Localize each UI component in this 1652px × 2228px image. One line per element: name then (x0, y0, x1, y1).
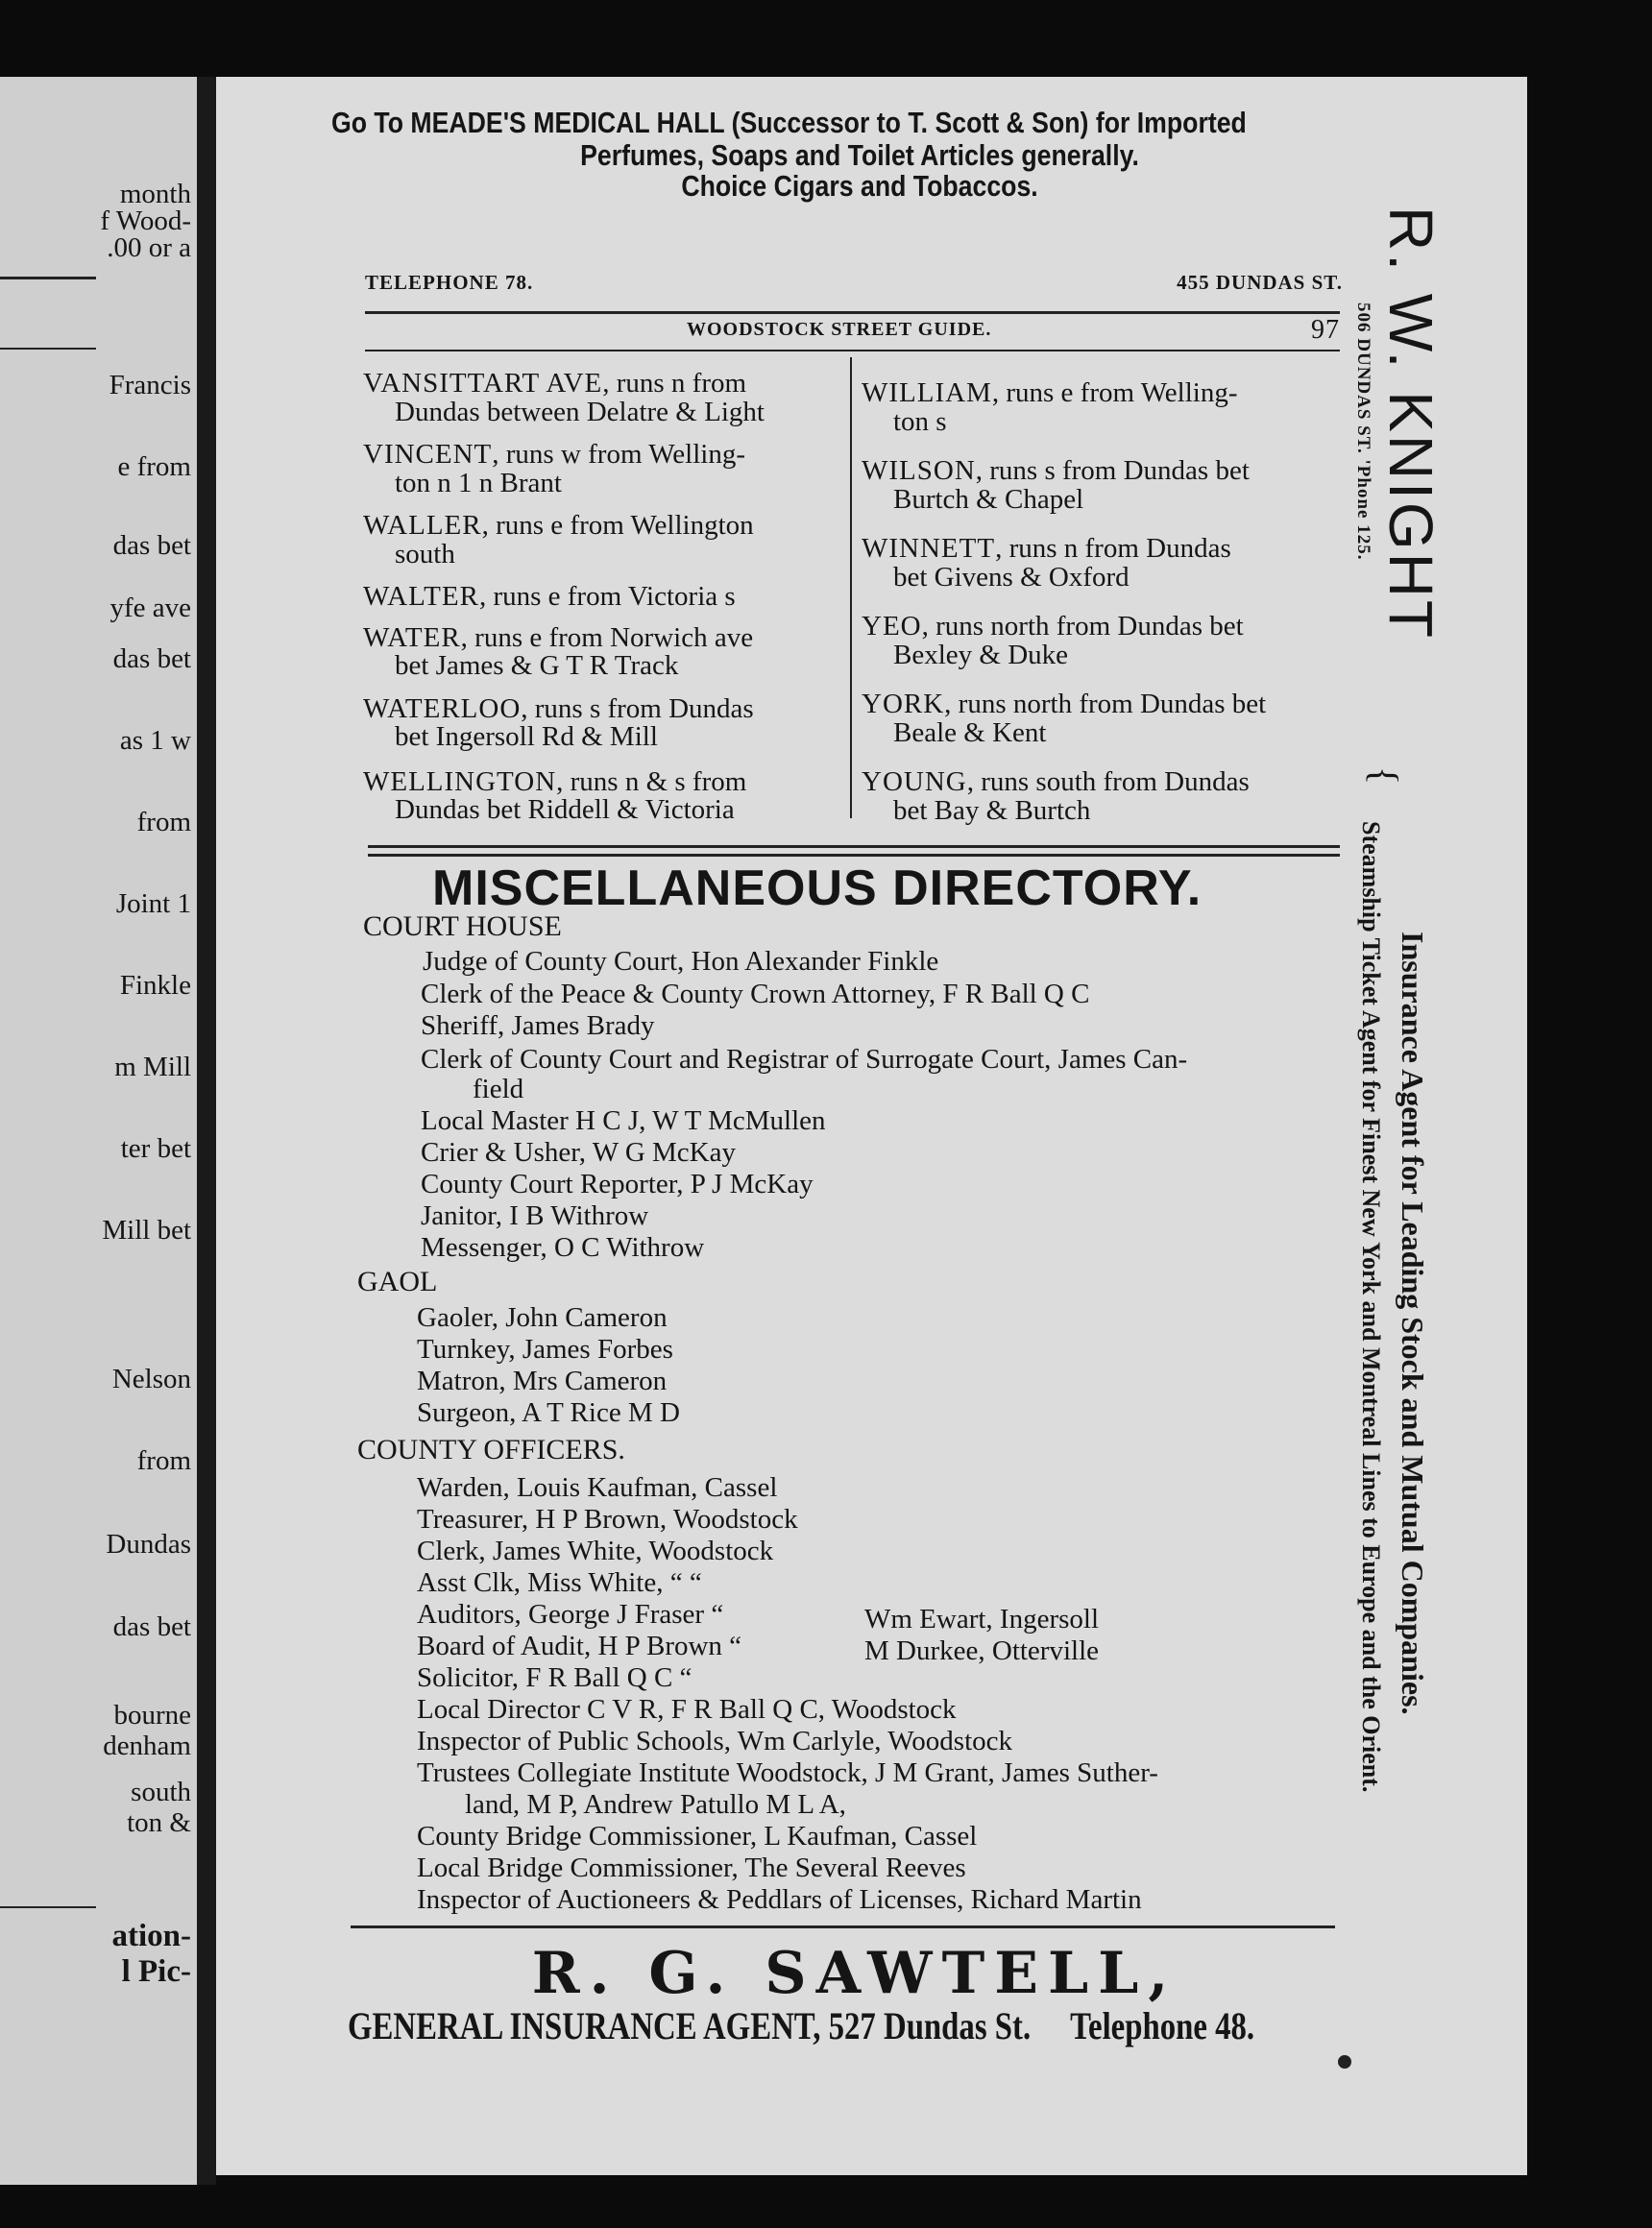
directory-item: County Bridge Commissioner, L Kaufman, Cassel (417, 1821, 978, 1852)
street-desc-cont: Dundas bet Riddell & Victoria (395, 794, 735, 825)
street-entry (363, 512, 843, 569)
street-name: WALLER (363, 510, 482, 541)
directory-item: land, M P, Andrew Patullo M L A, (465, 1789, 846, 1820)
street-desc: , runs e from Norwich ave (460, 621, 754, 653)
street-desc-cont: Dundas between Delatre & Light (395, 396, 765, 427)
running-header-title: WOODSTOCK STREET GUIDE. (687, 319, 992, 340)
directory-item: Board of Audit, H P Brown “ (417, 1631, 742, 1661)
left-fragment: from (136, 1445, 191, 1476)
street-desc-cont: bet James & G T R Track (395, 650, 679, 681)
meade-medical-hall-ad (125, 106, 1364, 202)
left-page-fragment (0, 77, 197, 2185)
street-desc: , runs e from Welling- (991, 377, 1238, 408)
sawtell-ad-line (348, 2003, 1255, 2048)
street-entry (363, 583, 843, 612)
left-fragment: Mill bet (102, 1215, 191, 1246)
street-desc: , runs n from Dundas (995, 533, 1231, 564)
directory-item: Warden, Louis Kaufman, Cassel (417, 1472, 778, 1503)
street-desc-cont: Beale & Kent (893, 716, 1047, 748)
left-fragment: das bet (112, 643, 191, 674)
directory-item: Inspector of Public Schools, Wm Carlyle, Woodstock (417, 1726, 1013, 1756)
left-fragment: Nelson (111, 1364, 191, 1394)
street-desc-cont: south (395, 538, 455, 569)
left-fragment: bourne (113, 1700, 191, 1731)
directory-item: Trustees Collegiate Institute Woodstock, J M Grant, James Suther- (417, 1757, 1158, 1788)
street-desc: , runs n & s from (556, 765, 747, 797)
street-name: YOUNG (862, 766, 967, 797)
directory-item: Asst Clk, Miss White, “ “ (417, 1567, 702, 1598)
street-entry (862, 457, 1347, 514)
directory-item-right: M Durkee, Otterville (864, 1635, 1100, 1666)
directory-item: County Court Reporter, P J McKay (421, 1169, 814, 1199)
street-name: VANSITTART AVE (363, 368, 603, 399)
ad-line-1: Go To MEADE'S MEDICAL HALL (Successor to T. Scott & Son) for Imported (331, 106, 1247, 139)
left-fragment: Dundas (106, 1529, 191, 1560)
street-entry (862, 690, 1347, 747)
directory-item: Solicitor, F R Ball Q C “ (417, 1662, 692, 1693)
left-fragment: das bet (112, 530, 191, 561)
street-desc-cont: Bexley & Duke (893, 639, 1069, 670)
directory-item: Local Director C V R, F R Ball Q C, Woodstock (417, 1694, 957, 1725)
left-fragment: denham (103, 1731, 191, 1761)
left-fragment: f Wood- (100, 206, 191, 236)
column-divider (850, 357, 852, 818)
left-fragment: ton & (127, 1807, 191, 1838)
street-desc-cont: ton s (893, 405, 947, 437)
directory-item: Judge of County Court, Hon Alexander Finkle (423, 946, 939, 977)
ad-telephone: TELEPHONE 78. (365, 271, 534, 294)
street-desc-cont: bet Bay & Burtch (893, 794, 1091, 826)
page-number: 97 (1311, 315, 1340, 345)
left-fragment: m Mill (114, 1052, 191, 1082)
street-entry (862, 379, 1347, 436)
street-column-right (862, 379, 1347, 843)
left-fragment: Finkle (119, 970, 191, 1001)
knight-ad-line-steamship: Steamship Ticket Agent for Finest New York and Montreal Lines to Europe and the Orient. (1357, 821, 1385, 1793)
left-fragment: Joint 1 (115, 888, 191, 919)
header-rule (365, 311, 1340, 314)
brace-icon: { (1363, 766, 1406, 786)
street-desc-cont: Burtch & Chapel (893, 483, 1084, 515)
directory-item: Clerk of the Peace & County Crown Attorney, F R Ball Q C (421, 979, 1090, 1009)
street-desc: , runs w from Welling- (492, 439, 745, 470)
street-desc: , runs e from Wellington (481, 510, 754, 541)
left-rule (0, 277, 96, 279)
street-entry (862, 535, 1347, 592)
street-column-left (363, 370, 843, 843)
directory-item: Clerk, James White, Woodstock (417, 1536, 774, 1566)
knight-ad-address: 506 DUNDAS ST. 'Phone 125. (1353, 303, 1373, 561)
street-desc: , runs north from Dundas bet (944, 689, 1267, 719)
page-gutter (197, 77, 216, 2185)
directory-item: Surgeon, A T Rice M D (417, 1397, 680, 1428)
sawtell-ad-telephone: Telephone 48. (1070, 2004, 1255, 2047)
left-fragment: das bet (112, 1611, 191, 1642)
street-name: WILSON (862, 455, 976, 486)
left-fragment: as 1 w (119, 725, 191, 756)
street-entry (363, 621, 843, 681)
street-desc: , runs s from Dundas bet (975, 455, 1250, 486)
left-fragment: Francis (109, 370, 191, 400)
street-desc-cont: ton n 1 n Brant (395, 467, 562, 498)
street-entry (363, 692, 843, 752)
street-desc: , runs north from Dundas bet (921, 611, 1244, 642)
directory-item: Treasurer, H P Brown, Woodstock (417, 1504, 798, 1535)
directory-item: Local Bridge Commissioner, The Several Reeves (417, 1853, 966, 1883)
knight-ad-name: R. W. KNIGHT (1376, 206, 1446, 641)
street-name: WILLIAM (862, 377, 992, 408)
directory-item: Crier & Usher, W G McKay (421, 1137, 736, 1168)
footer-rule (351, 1925, 1335, 1928)
street-name: WATER (363, 621, 461, 653)
street-desc: , runs south from Dundas (966, 766, 1250, 797)
street-desc: , runs s from Dundas (521, 692, 754, 724)
header-rule-lower (365, 350, 1340, 351)
left-fragment: l Pic- (121, 1954, 191, 1989)
street-entry (862, 768, 1347, 825)
knight-ad-line-insurance: Insurance Agent for Leading Stock and Mutual Companies. (1396, 932, 1430, 1715)
left-fragment: ation- (111, 1919, 191, 1953)
street-name: WATERLOO (363, 692, 522, 724)
street-name: WINNETT (862, 533, 996, 564)
sawtell-ad-text: GENERAL INSURANCE AGENT, 527 Dundas St. (348, 2004, 1032, 2047)
street-entry (363, 765, 843, 825)
street-desc: , runs n from (602, 368, 747, 399)
directory-item: Sheriff, James Brady (421, 1010, 655, 1041)
directory-item: Gaoler, John Cameron (417, 1302, 668, 1333)
street-desc-cont: bet Givens & Oxford (893, 561, 1130, 593)
directory-item: field (473, 1074, 524, 1104)
street-name: YEO (862, 611, 922, 642)
directory-item: Turnkey, James Forbes (417, 1334, 673, 1365)
directory-item: Auditors, George J Fraser “ (417, 1599, 724, 1630)
ad-address: 455 DUNDAS ST. (1177, 271, 1343, 294)
directory-item: Local Master H C J, W T McMullen (421, 1105, 826, 1136)
left-fragment: month (119, 179, 191, 209)
street-name: YORK (862, 689, 945, 719)
left-fragment: yfe ave (109, 593, 191, 623)
county-officers-heading: COUNTY OFFICERS. (357, 1434, 625, 1465)
street-entry (363, 370, 843, 426)
street-name: VINCENT (363, 439, 493, 470)
misc-directory-title: MISCELLANEOUS DIRECTORY. (432, 860, 1203, 916)
directory-item: Janitor, I B Withrow (421, 1200, 649, 1231)
gaol-heading: GAOL (357, 1266, 438, 1297)
ad-line-2: Perfumes, Soaps and Toilet Articles generally. (580, 138, 1139, 172)
street-entry (363, 441, 843, 497)
left-rule (0, 348, 96, 350)
ink-dot-icon (1338, 2055, 1351, 2069)
directory-item: Messenger, O C Withrow (421, 1232, 705, 1263)
street-name: WALTER (363, 581, 479, 612)
directory-item: Clerk of County Court and Registrar of Surrogate Court, James Can- (421, 1044, 1188, 1075)
section-double-rule (368, 845, 1340, 857)
directory-item: Matron, Mrs Cameron (417, 1366, 668, 1396)
left-fragment: south (131, 1777, 191, 1807)
left-rule (0, 1906, 96, 1908)
directory-item-right: Wm Ewart, Ingersoll (864, 1604, 1100, 1635)
left-fragment: ter bet (120, 1133, 191, 1164)
street-desc: , runs e from Victoria s (478, 581, 736, 612)
left-fragment: .00 or a (107, 232, 191, 263)
street-entry (862, 613, 1347, 669)
directory-item: Inspector of Auctioneers & Peddlars of Licenses, Richard Martin (417, 1884, 1142, 1915)
left-fragment: from (136, 807, 191, 837)
court-house-heading: COURT HOUSE (363, 910, 562, 942)
street-desc-cont: bet Ingersoll Rd & Mill (395, 721, 658, 752)
sawtell-ad-name: R. G. SAWTELL, (531, 1940, 1178, 2007)
left-fragment: e from (117, 451, 191, 482)
ad-line-3: Choice Cigars and Tobaccos. (681, 169, 1038, 203)
street-name: WELLINGTON (363, 765, 557, 797)
